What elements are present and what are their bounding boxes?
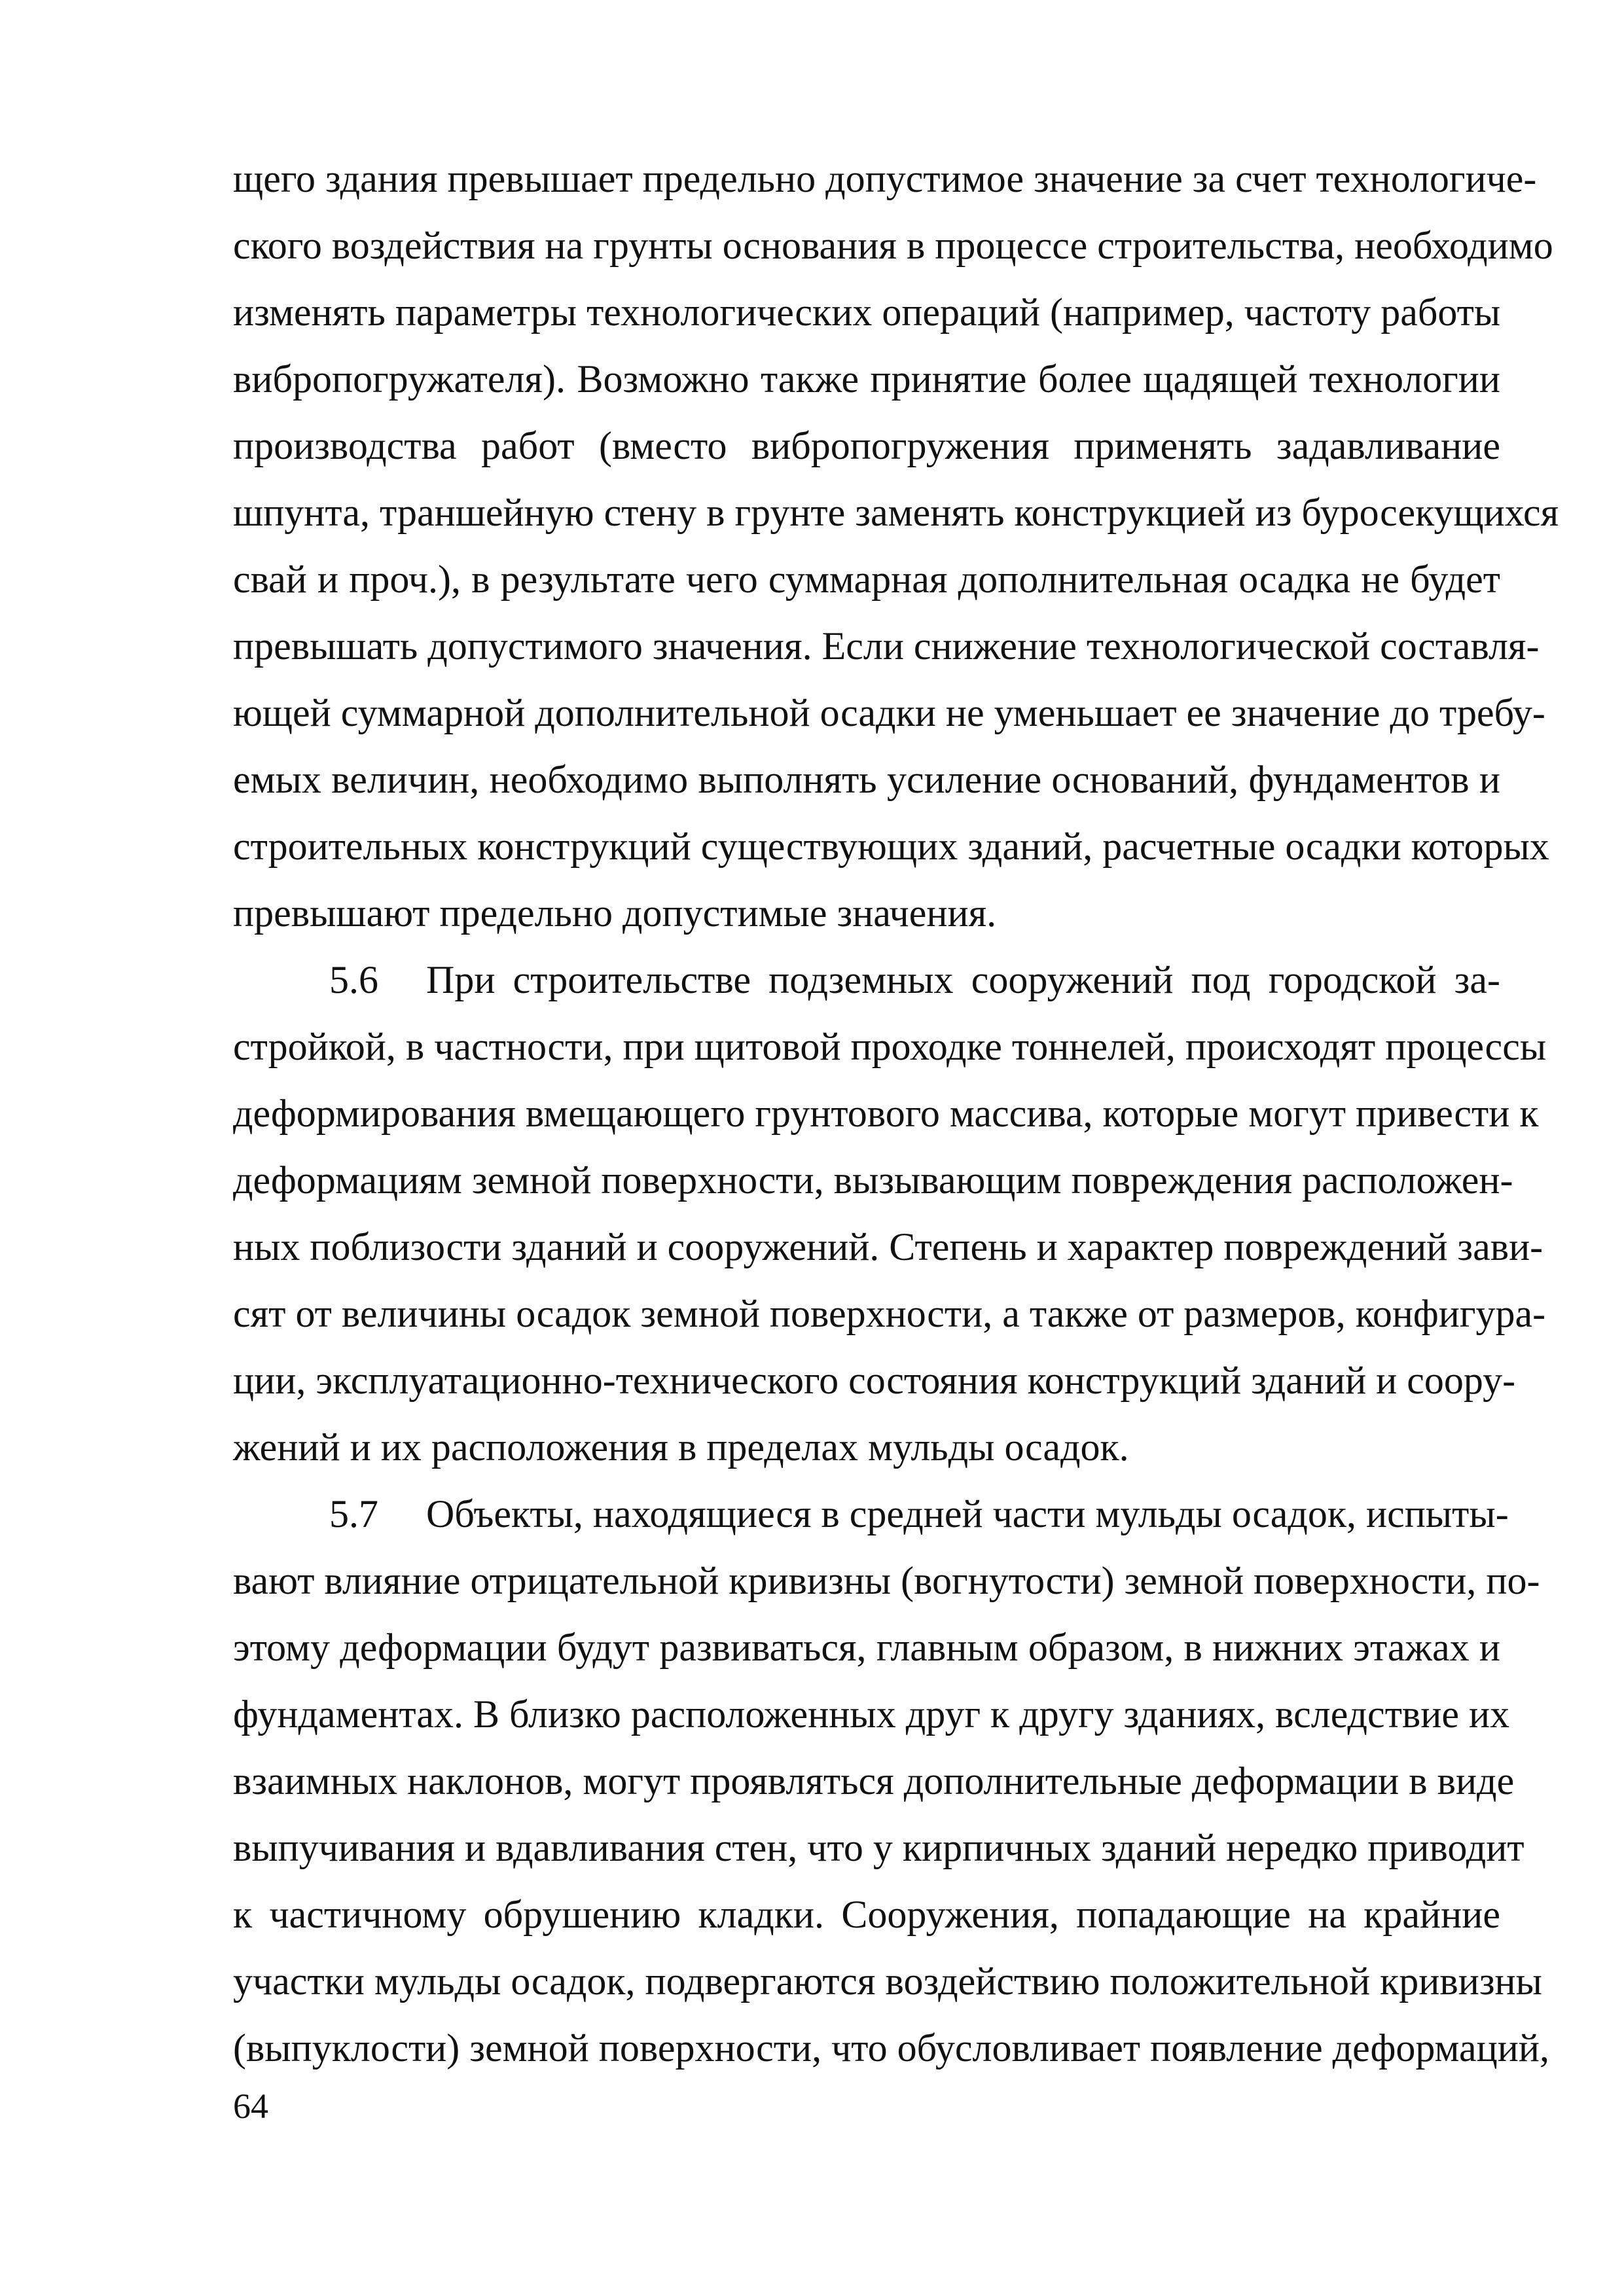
text-line: фундаментах. В близко расположенных друг к другу зданиях, вследствие их <box>233 1693 1510 1736</box>
text-line: сят от величины осадок земной поверхности, а также от размеров, конфигура- <box>233 1292 1546 1335</box>
body-text <box>233 145 1559 2081</box>
text-line: щего здания превышает предельно допустимое значение за счет технологиче- <box>233 157 1537 200</box>
text-line-first <box>233 946 1500 1013</box>
page-number: 64 <box>233 2087 268 2126</box>
text-line: вают влияние отрицательной кривизны (вогнутости) земной поверхности, по- <box>233 1559 1540 1602</box>
text-line: (выпуклости) земной поверхности, что обусловливает появление деформаций, <box>233 2026 1549 2070</box>
section-number: 5.6 <box>329 958 378 1001</box>
paragraph-5-7 <box>233 1480 1549 2081</box>
text-line: этому деформации будут развиваться, главным образом, в нижних этажах и <box>233 1626 1500 1669</box>
text-line: деформациям земной поверхности, вызывающим повреждения расположен- <box>233 1158 1513 1202</box>
text-line: ных поблизости зданий и сооружений. Степень и характер повреждений зави- <box>233 1225 1543 1268</box>
text-line: ции, эксплуатационно-технического состояния конструкций зданий и соору- <box>233 1359 1516 1402</box>
text-line: участки мульды осадок, подвергаются воздействию положительной кривизны <box>233 1960 1542 2003</box>
text-line: шпунта, траншейную стену в грунте заменять конструкцией из буросекущихся <box>233 491 1559 534</box>
text-line: жений и их расположения в пределах мульды осадок. <box>233 1426 1129 1469</box>
text-line: строительных конструкций существующих зданий, расчетные осадки которых <box>233 825 1549 868</box>
text-line: изменять параметры технологических операций (например, частоту работы <box>233 291 1501 334</box>
text-line: превышают предельно допустимые значения. <box>233 891 997 935</box>
text-line: производства работ (вместо вибропогружения применять задавливание <box>233 424 1500 467</box>
paragraph-5-6 <box>233 946 1547 1480</box>
text-line: ского воздействия на грунты основания в процессе строительства, необходимо <box>233 224 1553 267</box>
text-line: свай и проч.), в результате чего суммарная дополнительная осадка не будет <box>233 558 1500 601</box>
section-number: 5.7 <box>329 1492 378 1535</box>
text-line: превышать допустимого значения. Если снижение технологической составля- <box>233 624 1540 668</box>
text-line-first <box>233 1480 1509 1547</box>
text-line-content: Объекты, находящиеся в средней части мульды осадок, испыты- <box>426 1492 1509 1535</box>
text-line: ющей суммарной дополнительной осадки не уменьшает ее значение до требу- <box>233 691 1545 734</box>
text-line: емых величин, необходимо выполнять усиление оснований, фундаментов и <box>233 758 1500 801</box>
paragraph-continued <box>233 145 1559 946</box>
text-line: стройкой, в частности, при щитовой проходке тоннелей, происходят процессы <box>233 1025 1547 1068</box>
text-line: выпучивания и вдавливания стен, что у кирпичных зданий нередко приводит <box>233 1826 1525 1869</box>
text-line: к частичному обрушению кладки. Сооружения, попадающие на крайние <box>233 1893 1500 1936</box>
text-line: деформирования вмещающего грунтового массива, которые могут привести к <box>233 1092 1539 1135</box>
text-line: взаимных наклонов, могут проявляться дополнительные деформации в виде <box>233 1759 1515 1803</box>
text-line: вибропогружателя). Возможно также принятие более щадящей технологии <box>233 357 1500 401</box>
text-line-content: При строительстве подземных сооружений под городской за- <box>426 958 1500 1001</box>
